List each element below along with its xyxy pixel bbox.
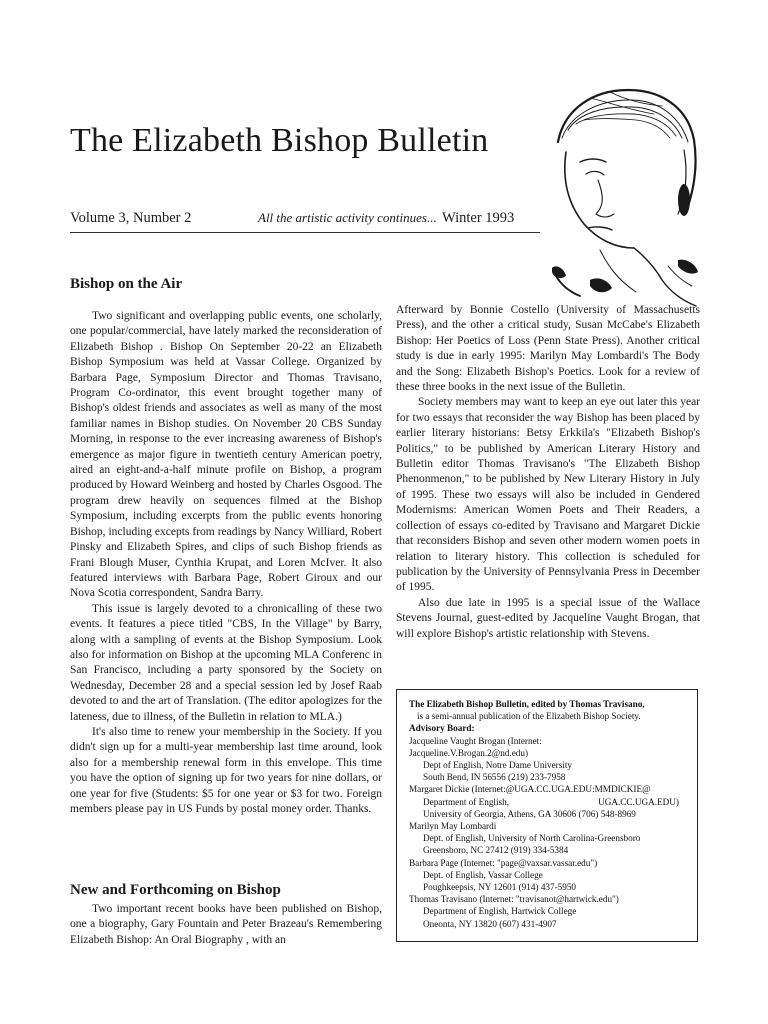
board-member-line: Barbara Page (Internet: "page@vaxsar.vassar.edu") (409, 857, 598, 868)
board-member-line: Dept of English, Notre Dame University (423, 760, 573, 771)
board-member-line: Oneonta, NY 13820 (607) 431-4907 (423, 918, 557, 929)
board-member-line: Dept. of English, Vassar College (423, 869, 543, 880)
board-member-email: UGA.CC.UGA.EDU) (598, 796, 679, 807)
portrait-image (550, 80, 700, 310)
board-member-line: Thomas Travisano (Internet: "travisanot@hartwick.edu") (409, 894, 619, 905)
board-member-line: Jacqueline Vaught Brogan (Internet: (409, 735, 542, 746)
board-member-line: South Bend, IN 56556 (219) 233-7958 (423, 772, 566, 783)
paragraph: It's also time to renew your membership in the Society. If you didn't sign up for a multi-year membership last time around, look also for a membership renewal form in this envelope. This time you have the option of signing up for two years for nine dollars, or one year for five (Students: $5 for one year or $3 for two. Foreign members please pay in US Funds by postal money order. Thanks. (70, 725, 382, 815)
board-member-line: University of Georgia, Athens, GA 30606 (706) 548-8969 (423, 808, 636, 819)
board-member-line (409, 796, 687, 808)
masthead-box (396, 689, 698, 942)
article-column-right (396, 303, 700, 642)
tagline: All the artistic activity continues... (258, 210, 437, 225)
advisory-board-label: Advisory Board: (409, 723, 475, 734)
paragraph: Afterward by Bonnie Costello (University of Massachusetts Press), and the other a critical study, Susan McCabe's Elizabeth Bishop: Her Poetics of Loss (Penn State Press). Another critical study is due in early 1995: Marilyn May Lombardi's The Body and the Song: Elizabeth Bishop's Poetics. Look for a review of these three books in the next issue of the Bulletin. (396, 304, 700, 394)
masthead-line: The Elizabeth Bishop Bulletin, edited by Thomas Travisano, (409, 699, 645, 709)
masthead-line: is a semi-annual publication of the Elizabeth Bishop Society. (417, 711, 641, 722)
page-title: The Elizabeth Bishop Bulletin (70, 122, 489, 159)
board-member-line: Greensboro, NC 27412 (919) 334-5384 (423, 845, 569, 856)
paragraph: Also due late in 1995 is a special issue of the Wallace Stevens Journal, guest-edited by Jacqueline Vaught Brogan, that will explore Bishop's artistic relationship with Stevens. (396, 596, 700, 640)
header-rule (70, 232, 540, 233)
paragraph: Two significant and overlapping public events, one scholarly, one popular/commercial, have lately marked the reconsideration of Elizabeth Bishop . Bishop On September 20-22 an Elizabeth Bishop Symposium was held at Vassar College. Organized by Barbara Page, Symposium Director and Thomas Travisano, Program Co-ordinator, this event brought together many of Bishop's oldest friends and associates as well as many of the most familiar names in Bishop studies. On November 20 CBS Sunday Morning, in response to the ever increasing awareness of Bishop's emergence as major figure in twentieth century American poetry, aired an eight-and-a-half minute profile on Bishop, a program produced by Howard Weinberg and hosted by Charles Osgood. The program drew heavily on sequences filmed at the Bishop Symposium, including excerpts from the public events honoring Bishop, including excepts from readings by Nancy Williard, Robert Pinsky and Elizabeth Spires, and clips of such Bishop friends as Frani Blough Muser, Cynthia Krupat, and Loren McIver. It also featured interviews with Barbara Page, Robert Giroux and our Nova Scotia correspondent, Sandra Barry. (70, 310, 382, 600)
board-member-line: Department of English, Hartwick College (423, 906, 577, 917)
issue-date: Winter 1993 (442, 210, 515, 226)
board-member-line: Jacqueline.V.Brogan.2@nd.edu) (409, 747, 529, 758)
article-column-left (70, 309, 382, 817)
paragraph: Society members may want to keep an eye out later this year for two essays that reconsider the way Bishop has been placed by earlier literary historians: Betsy Erkkila's "Elizabeth Bishop's Politics," to be published by American Literary History and Bulletin editor Thomas Travisano's "The Elizabeth Bishop Phenonmenon," to be published by New Literary History in July of 1995. These two essays will also be included in Gendered Modernisms: American Women Poets and Their Readers, a collection of essays co-edited by Travisano and Margaret Dickie that reconsiders Bishop and seven other modern women poets in relation to literary history. This collection is scheduled for publication by the University of Pennsylvania Press in December of 1995. (396, 396, 700, 594)
paragraph: This issue is largely devoted to a chronicalling of these two events. It features a piece titled "CBS, In the Village" by Barry, along with a sampling of events at the Bishop Symposium. Look also for information on Bishop at the upcoming MLA Conferenc in San Francisco, including a party sponsored by the Society on Wednesday, December 28 and a special session led by Josef Raab devoted to and the art of Translation. (The editor apologizes for the lateness, due to illness, of the Bulletin in relation to MLA.) (70, 602, 382, 723)
board-member-line: Poughkeepsis, NY 12601 (914) 437-5950 (423, 882, 577, 893)
volume-number: Volume 3, Number 2 (70, 210, 192, 226)
paragraph: Two important recent books have been published on Bishop, one a biography, Gary Fountain and Peter Brazeau's Remembering Elizabeth Bishop: An Oral Biography , with an (70, 903, 382, 946)
board-member-line: Margaret Dickie (Internet:@UGA.CC.UGA.EDU:MMDICKIE@ (409, 784, 651, 795)
article-column-left-bottom (70, 902, 382, 948)
board-member-dept: Department of English, (423, 796, 509, 807)
section-heading-bishop-on-the-air: Bishop on the Air (70, 276, 183, 292)
board-member-line: Marilyn May Lombardi (409, 821, 497, 832)
board-member-line: Dept. of English, University of North Carolina-Greensboro (423, 833, 641, 844)
section-heading-new-and-forthcoming: New and Forthcoming on Bishop (70, 882, 281, 898)
